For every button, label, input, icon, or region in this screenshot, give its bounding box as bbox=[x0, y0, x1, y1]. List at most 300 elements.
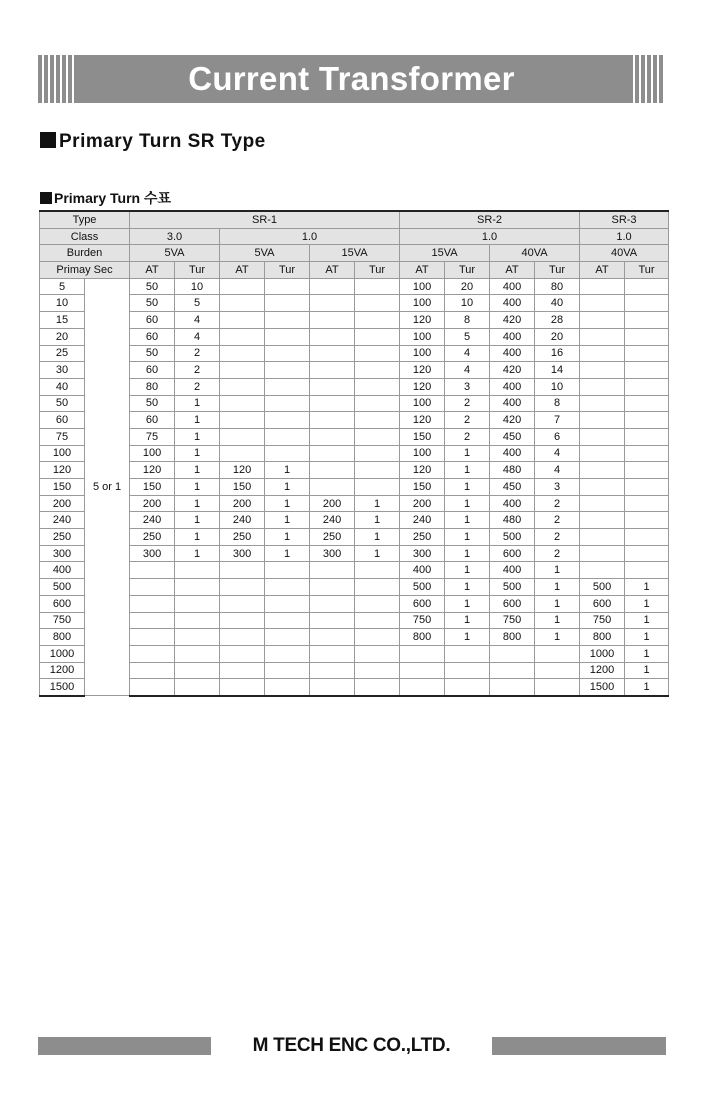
turn-cell: 1 bbox=[445, 445, 490, 462]
primary-cell: 150 bbox=[40, 479, 85, 496]
turn-cell bbox=[265, 378, 310, 395]
turn-cell: 28 bbox=[535, 312, 580, 329]
turn-cell: 4 bbox=[445, 345, 490, 362]
table-row bbox=[40, 345, 669, 362]
turn-cell bbox=[265, 595, 310, 612]
burden-cell: 15VA bbox=[310, 245, 400, 262]
at-cell: 480 bbox=[490, 462, 535, 479]
turn-cell bbox=[625, 312, 669, 329]
at-cell bbox=[580, 278, 625, 295]
turn-cell: 1 bbox=[175, 412, 220, 429]
turn-cell bbox=[265, 579, 310, 596]
at-cell bbox=[130, 579, 175, 596]
turn-cell: 5 bbox=[175, 295, 220, 312]
turn-cell: 1 bbox=[265, 545, 310, 562]
primary-cell: 750 bbox=[40, 612, 85, 629]
at-cell bbox=[220, 662, 265, 679]
turn-cell: 1 bbox=[175, 545, 220, 562]
at-cell bbox=[580, 345, 625, 362]
table-row bbox=[40, 545, 669, 562]
at-cell: 100 bbox=[400, 345, 445, 362]
at-cell bbox=[310, 428, 355, 445]
turn-cell: 4 bbox=[175, 312, 220, 329]
turn-cell: 1 bbox=[625, 612, 669, 629]
square-bullet-icon bbox=[40, 132, 56, 148]
table-row bbox=[40, 395, 669, 412]
turn-cell: 10 bbox=[535, 378, 580, 395]
turn-cell: 1 bbox=[265, 479, 310, 496]
at-cell: 120 bbox=[400, 378, 445, 395]
at-cell bbox=[220, 328, 265, 345]
at-cell: 400 bbox=[490, 345, 535, 362]
at-cell bbox=[490, 679, 535, 696]
turn-cell: 1 bbox=[625, 579, 669, 596]
turn-cell: 1 bbox=[355, 529, 400, 546]
turn-cell bbox=[265, 679, 310, 696]
turn-cell: 1 bbox=[175, 445, 220, 462]
turn-cell: 1 bbox=[445, 562, 490, 579]
footer-bar-right bbox=[492, 1037, 666, 1055]
at-cell: 400 bbox=[490, 328, 535, 345]
at-cell: 200 bbox=[220, 495, 265, 512]
turn-cell: 1 bbox=[175, 462, 220, 479]
at-cell: 200 bbox=[400, 495, 445, 512]
at-cell: 60 bbox=[130, 312, 175, 329]
at-cell bbox=[400, 662, 445, 679]
table-row bbox=[40, 595, 669, 612]
at-cell bbox=[580, 328, 625, 345]
at-cell bbox=[220, 345, 265, 362]
at-cell: 100 bbox=[400, 278, 445, 295]
at-cell bbox=[580, 412, 625, 429]
company-name: M TECH ENC CO.,LTD. bbox=[252, 1035, 451, 1056]
primary-cell: 800 bbox=[40, 629, 85, 646]
at-cell bbox=[310, 612, 355, 629]
burden-cell: 5VA bbox=[220, 245, 310, 262]
at-cell: 100 bbox=[400, 445, 445, 462]
at-cell: 420 bbox=[490, 412, 535, 429]
at-cell bbox=[220, 312, 265, 329]
at-cell: 250 bbox=[400, 529, 445, 546]
turn-cell bbox=[355, 445, 400, 462]
square-bullet-icon bbox=[40, 192, 52, 204]
table-title: Primary Turn 수표 bbox=[40, 188, 171, 208]
burden-cell: 15VA bbox=[400, 245, 490, 262]
at-cell bbox=[220, 595, 265, 612]
table-row bbox=[40, 662, 669, 679]
turn-cell bbox=[355, 428, 400, 445]
at-cell: 300 bbox=[220, 545, 265, 562]
at-cell: 400 bbox=[490, 495, 535, 512]
turn-cell: 4 bbox=[445, 362, 490, 379]
turn-cell bbox=[355, 395, 400, 412]
at-cell bbox=[400, 679, 445, 696]
at-cell: 100 bbox=[400, 328, 445, 345]
turn-cell: 1 bbox=[535, 612, 580, 629]
column-header-row bbox=[40, 262, 669, 279]
turn-cell: 1 bbox=[625, 645, 669, 662]
turn-cell: 80 bbox=[535, 278, 580, 295]
turn-cell: 8 bbox=[445, 312, 490, 329]
turn-cell: 20 bbox=[535, 328, 580, 345]
primary-cell: 1200 bbox=[40, 662, 85, 679]
turn-cell: 2 bbox=[175, 345, 220, 362]
at-cell bbox=[580, 362, 625, 379]
at-cell bbox=[310, 562, 355, 579]
at-cell: 100 bbox=[130, 445, 175, 462]
at-cell: 240 bbox=[310, 512, 355, 529]
turn-cell bbox=[355, 278, 400, 295]
at-cell: 1000 bbox=[580, 645, 625, 662]
at-cell bbox=[310, 579, 355, 596]
table-row bbox=[40, 378, 669, 395]
at-cell: 100 bbox=[400, 295, 445, 312]
at-cell: 400 bbox=[490, 445, 535, 462]
at-cell bbox=[580, 378, 625, 395]
turn-cell: 2 bbox=[445, 395, 490, 412]
turn-cell bbox=[445, 662, 490, 679]
turn-cell: 10 bbox=[445, 295, 490, 312]
turn-cell bbox=[355, 412, 400, 429]
at-cell: 75 bbox=[130, 428, 175, 445]
turn-cell: 7 bbox=[535, 412, 580, 429]
at-cell bbox=[310, 479, 355, 496]
table-row bbox=[40, 529, 669, 546]
turn-cell: 1 bbox=[175, 479, 220, 496]
at-cell bbox=[580, 295, 625, 312]
col-header: Tur bbox=[355, 262, 400, 279]
turn-cell bbox=[175, 645, 220, 662]
at-cell: 240 bbox=[220, 512, 265, 529]
turn-cell bbox=[355, 579, 400, 596]
primary-cell: 200 bbox=[40, 495, 85, 512]
turn-cell bbox=[265, 328, 310, 345]
at-cell: 150 bbox=[400, 479, 445, 496]
at-cell bbox=[400, 645, 445, 662]
turn-cell: 1 bbox=[535, 579, 580, 596]
type-row bbox=[40, 211, 669, 228]
turn-cell bbox=[355, 662, 400, 679]
at-cell bbox=[580, 395, 625, 412]
turn-cell bbox=[355, 295, 400, 312]
burden-label: Burden bbox=[40, 245, 130, 262]
turn-cell bbox=[355, 595, 400, 612]
turn-cell bbox=[535, 679, 580, 696]
turn-cell: 1 bbox=[535, 629, 580, 646]
turn-cell bbox=[175, 595, 220, 612]
turn-cell bbox=[625, 395, 669, 412]
primary-cell: 75 bbox=[40, 428, 85, 445]
turn-cell bbox=[175, 579, 220, 596]
at-cell bbox=[580, 545, 625, 562]
at-cell bbox=[310, 679, 355, 696]
turn-cell bbox=[175, 629, 220, 646]
at-cell: 750 bbox=[580, 612, 625, 629]
turn-cell: 3 bbox=[445, 378, 490, 395]
at-cell bbox=[580, 495, 625, 512]
at-cell bbox=[220, 579, 265, 596]
class-cell: 1.0 bbox=[220, 228, 400, 245]
burden-cell: 5VA bbox=[130, 245, 220, 262]
turn-cell bbox=[265, 345, 310, 362]
at-cell: 50 bbox=[130, 345, 175, 362]
turn-cell bbox=[355, 679, 400, 696]
at-cell bbox=[220, 278, 265, 295]
turn-cell bbox=[625, 529, 669, 546]
turn-cell bbox=[265, 278, 310, 295]
at-cell bbox=[130, 662, 175, 679]
table-row bbox=[40, 295, 669, 312]
turn-cell bbox=[625, 278, 669, 295]
at-cell: 60 bbox=[130, 412, 175, 429]
table-row bbox=[40, 612, 669, 629]
primary-cell: 300 bbox=[40, 545, 85, 562]
turn-cell: 1 bbox=[535, 595, 580, 612]
turn-cell: 14 bbox=[535, 362, 580, 379]
turn-cell: 1 bbox=[175, 495, 220, 512]
primary-cell: 15 bbox=[40, 312, 85, 329]
col-header: AT bbox=[220, 262, 265, 279]
turn-cell: 2 bbox=[175, 362, 220, 379]
at-cell bbox=[130, 612, 175, 629]
at-cell: 750 bbox=[400, 612, 445, 629]
turn-cell: 2 bbox=[535, 495, 580, 512]
turn-cell: 4 bbox=[535, 445, 580, 462]
turn-cell: 1 bbox=[265, 462, 310, 479]
table-row bbox=[40, 445, 669, 462]
at-cell: 480 bbox=[490, 512, 535, 529]
primary-cell: 25 bbox=[40, 345, 85, 362]
at-cell: 50 bbox=[130, 278, 175, 295]
at-cell bbox=[580, 512, 625, 529]
turn-cell bbox=[355, 328, 400, 345]
at-cell: 250 bbox=[220, 529, 265, 546]
col-header: AT bbox=[130, 262, 175, 279]
primary-cell: 50 bbox=[40, 395, 85, 412]
turn-cell: 40 bbox=[535, 295, 580, 312]
at-cell: 120 bbox=[220, 462, 265, 479]
turn-cell bbox=[265, 445, 310, 462]
turn-cell: 1 bbox=[625, 629, 669, 646]
turn-cell bbox=[265, 562, 310, 579]
at-cell: 250 bbox=[130, 529, 175, 546]
at-cell bbox=[220, 362, 265, 379]
turn-cell: 1 bbox=[355, 545, 400, 562]
turn-cell: 1 bbox=[535, 562, 580, 579]
turn-cell: 1 bbox=[175, 512, 220, 529]
at-cell: 120 bbox=[400, 412, 445, 429]
turn-cell bbox=[175, 562, 220, 579]
at-cell bbox=[490, 662, 535, 679]
turn-cell bbox=[625, 412, 669, 429]
table-row bbox=[40, 512, 669, 529]
primary-cell: 1000 bbox=[40, 645, 85, 662]
col-header: Tur bbox=[265, 262, 310, 279]
turn-cell: 1 bbox=[355, 512, 400, 529]
turn-cell: 2 bbox=[535, 545, 580, 562]
at-cell: 80 bbox=[130, 378, 175, 395]
turn-cell bbox=[265, 629, 310, 646]
turn-cell: 6 bbox=[535, 428, 580, 445]
at-cell: 420 bbox=[490, 312, 535, 329]
turn-cell: 4 bbox=[535, 462, 580, 479]
turn-cell bbox=[265, 662, 310, 679]
at-cell: 600 bbox=[490, 545, 535, 562]
table-row bbox=[40, 679, 669, 696]
primary-cell: 60 bbox=[40, 412, 85, 429]
header-banner bbox=[38, 55, 665, 103]
at-cell: 200 bbox=[310, 495, 355, 512]
at-cell: 600 bbox=[580, 595, 625, 612]
section-title: Primary Turn SR Type bbox=[40, 131, 266, 153]
footer-bar-left bbox=[38, 1037, 211, 1055]
at-cell: 50 bbox=[130, 295, 175, 312]
turn-cell bbox=[265, 295, 310, 312]
type-sr1: SR-1 bbox=[130, 211, 400, 228]
turn-cell bbox=[355, 362, 400, 379]
at-cell bbox=[490, 645, 535, 662]
col-header: AT bbox=[400, 262, 445, 279]
burden-cell: 40VA bbox=[490, 245, 580, 262]
at-cell bbox=[220, 428, 265, 445]
at-cell: 750 bbox=[490, 612, 535, 629]
turn-cell bbox=[535, 645, 580, 662]
at-cell bbox=[310, 395, 355, 412]
primary-cell: 120 bbox=[40, 462, 85, 479]
table-row bbox=[40, 579, 669, 596]
at-cell bbox=[220, 629, 265, 646]
turn-cell bbox=[265, 645, 310, 662]
turn-cell bbox=[625, 362, 669, 379]
turn-cell: 1 bbox=[625, 679, 669, 696]
at-cell: 150 bbox=[220, 479, 265, 496]
col-header: AT bbox=[310, 262, 355, 279]
table-row bbox=[40, 562, 669, 579]
turn-cell: 1 bbox=[175, 529, 220, 546]
turn-cell bbox=[625, 562, 669, 579]
table-row bbox=[40, 362, 669, 379]
turn-cell: 1 bbox=[265, 512, 310, 529]
at-cell: 240 bbox=[400, 512, 445, 529]
at-cell: 120 bbox=[400, 362, 445, 379]
col-header: AT bbox=[490, 262, 535, 279]
type-sr3: SR-3 bbox=[580, 211, 669, 228]
at-cell: 250 bbox=[310, 529, 355, 546]
col-header: Tur bbox=[535, 262, 580, 279]
primary-sec-label: Primay Sec bbox=[40, 262, 130, 279]
at-cell bbox=[220, 412, 265, 429]
at-cell bbox=[130, 629, 175, 646]
turn-cell: 1 bbox=[445, 495, 490, 512]
turn-cell bbox=[355, 312, 400, 329]
at-cell: 800 bbox=[490, 629, 535, 646]
at-cell: 1500 bbox=[580, 679, 625, 696]
table-row bbox=[40, 278, 669, 295]
turn-cell bbox=[625, 295, 669, 312]
at-cell bbox=[310, 595, 355, 612]
page-title: Current Transformer bbox=[188, 60, 515, 97]
at-cell: 120 bbox=[130, 462, 175, 479]
primary-cell: 240 bbox=[40, 512, 85, 529]
at-cell bbox=[310, 462, 355, 479]
turn-cell bbox=[355, 479, 400, 496]
at-cell bbox=[310, 278, 355, 295]
at-cell bbox=[310, 412, 355, 429]
primary-cell: 10 bbox=[40, 295, 85, 312]
at-cell: 500 bbox=[490, 579, 535, 596]
at-cell bbox=[130, 679, 175, 696]
at-cell: 300 bbox=[400, 545, 445, 562]
burden-row bbox=[40, 245, 669, 262]
col-header: Tur bbox=[445, 262, 490, 279]
primary-cell: 600 bbox=[40, 595, 85, 612]
turn-cell: 2 bbox=[175, 378, 220, 395]
table-row bbox=[40, 645, 669, 662]
turn-cell bbox=[265, 412, 310, 429]
turn-cell bbox=[355, 629, 400, 646]
at-cell: 400 bbox=[490, 378, 535, 395]
col-header: AT bbox=[580, 262, 625, 279]
table-row bbox=[40, 428, 669, 445]
turn-cell bbox=[625, 445, 669, 462]
turn-cell bbox=[355, 562, 400, 579]
at-cell: 150 bbox=[400, 428, 445, 445]
turn-cell bbox=[355, 462, 400, 479]
footer bbox=[38, 1037, 666, 1055]
table-row bbox=[40, 412, 669, 429]
primary-cell: 250 bbox=[40, 529, 85, 546]
at-cell bbox=[310, 362, 355, 379]
turn-cell bbox=[535, 662, 580, 679]
at-cell: 300 bbox=[130, 545, 175, 562]
at-cell: 400 bbox=[400, 562, 445, 579]
at-cell: 200 bbox=[130, 495, 175, 512]
turn-cell: 1 bbox=[625, 595, 669, 612]
at-cell: 120 bbox=[400, 312, 445, 329]
turn-cell bbox=[625, 378, 669, 395]
at-cell: 400 bbox=[490, 278, 535, 295]
at-cell bbox=[310, 312, 355, 329]
turn-cell: 3 bbox=[535, 479, 580, 496]
at-cell bbox=[310, 645, 355, 662]
turn-cell bbox=[355, 645, 400, 662]
turn-cell: 1 bbox=[175, 428, 220, 445]
turn-cell: 2 bbox=[445, 428, 490, 445]
turn-cell bbox=[625, 428, 669, 445]
secondary-cell: 5 or 1 bbox=[85, 278, 130, 696]
at-cell bbox=[220, 378, 265, 395]
turn-cell bbox=[265, 395, 310, 412]
at-cell: 800 bbox=[400, 629, 445, 646]
turn-cell: 1 bbox=[625, 662, 669, 679]
primary-turn-table bbox=[39, 210, 669, 697]
burden-cell: 40VA bbox=[580, 245, 669, 262]
at-cell: 240 bbox=[130, 512, 175, 529]
at-cell: 400 bbox=[490, 295, 535, 312]
at-cell: 600 bbox=[400, 595, 445, 612]
turn-cell bbox=[355, 612, 400, 629]
turn-cell: 1 bbox=[445, 595, 490, 612]
class-cell: 3.0 bbox=[130, 228, 220, 245]
at-cell bbox=[220, 679, 265, 696]
turn-cell bbox=[175, 679, 220, 696]
table-row bbox=[40, 479, 669, 496]
at-cell bbox=[580, 562, 625, 579]
turn-cell: 16 bbox=[535, 345, 580, 362]
at-cell bbox=[130, 562, 175, 579]
turn-cell bbox=[625, 479, 669, 496]
at-cell bbox=[220, 645, 265, 662]
